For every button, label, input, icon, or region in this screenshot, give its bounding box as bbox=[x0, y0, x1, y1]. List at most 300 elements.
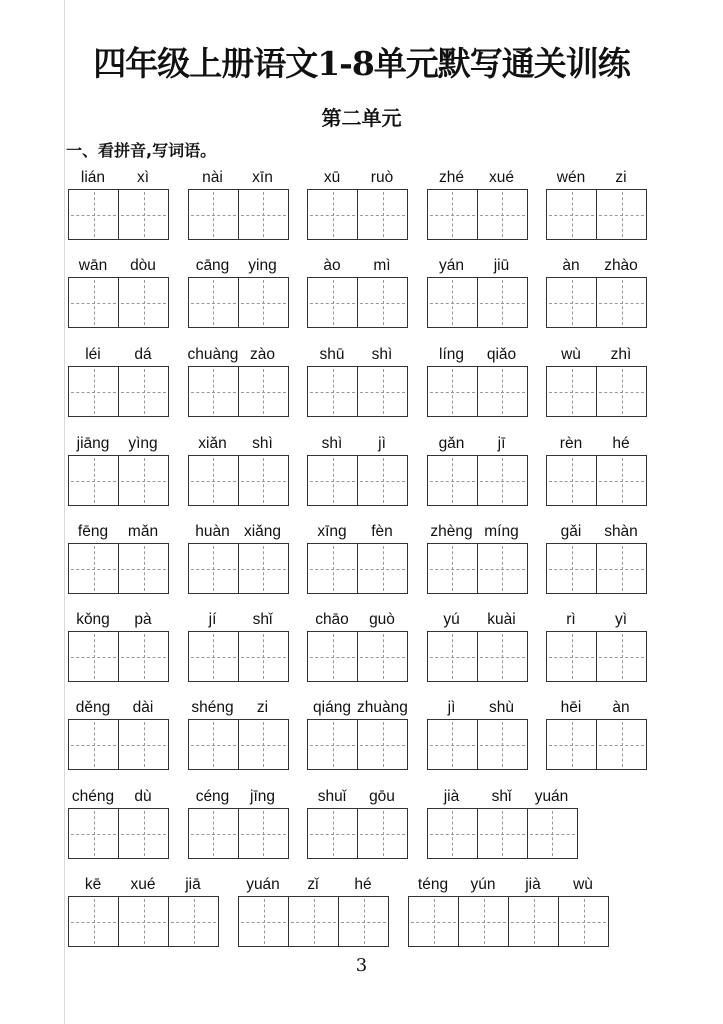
character-cell[interactable] bbox=[508, 897, 558, 946]
character-cell[interactable] bbox=[189, 190, 238, 239]
pinyin-syllable: xū bbox=[323, 169, 341, 186]
writing-grid[interactable] bbox=[188, 455, 289, 506]
word-item bbox=[68, 874, 219, 947]
page-title: 四年级上册语文1-8单元默写通关训练 bbox=[93, 44, 630, 83]
pinyin-syllable: ào bbox=[323, 257, 341, 274]
character-cell[interactable] bbox=[428, 544, 477, 593]
character-cell[interactable] bbox=[69, 190, 118, 239]
word-item bbox=[307, 786, 408, 859]
character-cell[interactable] bbox=[189, 632, 238, 681]
pinyin bbox=[68, 433, 169, 455]
pinyin-syllable: shì bbox=[371, 346, 393, 363]
character-cell[interactable] bbox=[118, 544, 168, 593]
pinyin-syllable: qiáng bbox=[313, 699, 351, 716]
pinyin bbox=[68, 697, 169, 719]
pinyin-syllable: shàn bbox=[604, 523, 638, 540]
character-cell[interactable] bbox=[238, 632, 288, 681]
pinyin bbox=[307, 786, 408, 808]
pinyin-syllable: gǎn bbox=[438, 435, 465, 452]
character-cell[interactable] bbox=[238, 720, 288, 769]
character-cell[interactable] bbox=[238, 190, 288, 239]
character-cell[interactable] bbox=[308, 544, 357, 593]
word-item bbox=[68, 521, 169, 594]
character-cell[interactable] bbox=[357, 632, 407, 681]
character-cell[interactable] bbox=[596, 544, 646, 593]
pinyin-syllable: àn bbox=[562, 257, 580, 274]
pinyin bbox=[307, 167, 408, 189]
character-cell[interactable] bbox=[428, 809, 477, 858]
pinyin-syllable: shù bbox=[489, 699, 514, 716]
writing-grid[interactable] bbox=[546, 719, 647, 770]
character-cell[interactable] bbox=[428, 190, 477, 239]
pinyin bbox=[68, 344, 169, 366]
pinyin bbox=[188, 697, 289, 719]
character-cell[interactable] bbox=[428, 720, 477, 769]
pinyin-syllable: shǐ bbox=[252, 611, 273, 628]
character-cell[interactable] bbox=[477, 720, 527, 769]
pinyin-syllable: chāo bbox=[315, 611, 349, 628]
character-cell[interactable] bbox=[428, 367, 477, 416]
word-item bbox=[427, 344, 528, 417]
word-item bbox=[546, 255, 647, 328]
character-cell[interactable] bbox=[357, 456, 407, 505]
writing-grid[interactable] bbox=[68, 189, 169, 240]
character-cell[interactable] bbox=[428, 632, 477, 681]
pinyin-syllable: nài bbox=[202, 169, 223, 186]
writing-grid[interactable] bbox=[546, 366, 647, 417]
word-item bbox=[68, 433, 169, 506]
character-cell[interactable] bbox=[357, 367, 407, 416]
pinyin-syllable: léi bbox=[85, 346, 101, 363]
pinyin bbox=[68, 609, 169, 631]
character-cell[interactable] bbox=[189, 720, 238, 769]
pinyin-syllable: jiā bbox=[185, 876, 201, 893]
pinyin bbox=[546, 433, 647, 455]
pinyin-syllable: rì bbox=[566, 611, 576, 628]
pinyin bbox=[188, 255, 289, 277]
pinyin bbox=[427, 609, 528, 631]
word-item bbox=[188, 609, 289, 682]
pinyin-syllable: céng bbox=[195, 788, 230, 805]
pinyin-syllable: míng bbox=[484, 523, 519, 540]
writing-grid[interactable] bbox=[188, 631, 289, 682]
word-item bbox=[188, 697, 289, 770]
pinyin-syllable: zhèng bbox=[430, 523, 473, 540]
character-cell[interactable] bbox=[308, 278, 357, 327]
character-cell[interactable] bbox=[239, 897, 288, 946]
writing-grid[interactable] bbox=[427, 455, 528, 506]
character-cell[interactable] bbox=[69, 456, 118, 505]
writing-grid[interactable] bbox=[546, 455, 647, 506]
pinyin-syllable: chéng bbox=[71, 788, 115, 805]
character-cell[interactable] bbox=[458, 897, 508, 946]
word-item bbox=[546, 521, 647, 594]
pinyin bbox=[188, 344, 289, 366]
character-cell[interactable] bbox=[189, 544, 238, 593]
exercise-row bbox=[68, 167, 647, 240]
pinyin-syllable: zhì bbox=[610, 346, 632, 363]
character-cell[interactable] bbox=[596, 720, 646, 769]
pinyin-syllable: qiǎo bbox=[486, 346, 517, 363]
writing-grid[interactable] bbox=[68, 366, 169, 417]
pinyin bbox=[546, 255, 647, 277]
pinyin-syllable: dài bbox=[132, 699, 154, 716]
word-item bbox=[307, 697, 408, 770]
pinyin bbox=[188, 521, 289, 543]
pinyin-syllable: yuán bbox=[534, 788, 569, 805]
writing-grid[interactable] bbox=[68, 808, 169, 859]
word-item bbox=[408, 874, 609, 947]
pinyin-syllable: wān bbox=[78, 257, 108, 274]
word-item bbox=[68, 697, 169, 770]
pinyin-syllable: lián bbox=[80, 169, 106, 186]
pinyin bbox=[546, 167, 647, 189]
pinyin bbox=[427, 697, 528, 719]
character-cell[interactable] bbox=[596, 456, 646, 505]
writing-grid[interactable] bbox=[307, 366, 408, 417]
exercise-row bbox=[68, 874, 609, 947]
writing-grid[interactable] bbox=[546, 631, 647, 682]
unit-heading: 第二单元 bbox=[321, 106, 402, 130]
character-cell[interactable] bbox=[308, 720, 357, 769]
pinyin-syllable: zǐ bbox=[307, 876, 319, 893]
character-cell[interactable] bbox=[596, 278, 646, 327]
character-cell[interactable] bbox=[238, 809, 288, 858]
pinyin-syllable: jīng bbox=[250, 788, 275, 805]
writing-grid[interactable] bbox=[307, 808, 408, 859]
pinyin-syllable: jī bbox=[497, 435, 506, 452]
character-cell[interactable] bbox=[118, 720, 168, 769]
character-cell[interactable] bbox=[558, 897, 608, 946]
pinyin-syllable: jì bbox=[447, 699, 456, 716]
character-cell[interactable] bbox=[596, 190, 646, 239]
character-cell[interactable] bbox=[547, 278, 596, 327]
character-cell[interactable] bbox=[238, 544, 288, 593]
pinyin-syllable: jiū bbox=[493, 257, 510, 274]
page-number: 3 bbox=[355, 955, 368, 976]
pinyin-syllable: gōu bbox=[369, 788, 395, 805]
writing-grid[interactable] bbox=[427, 808, 578, 859]
writing-grid[interactable] bbox=[427, 277, 528, 328]
writing-grid[interactable] bbox=[188, 719, 289, 770]
character-cell[interactable] bbox=[357, 720, 407, 769]
pinyin-syllable: kē bbox=[84, 876, 102, 893]
character-cell[interactable] bbox=[308, 190, 357, 239]
pinyin bbox=[68, 786, 169, 808]
character-cell[interactable] bbox=[477, 367, 527, 416]
word-item bbox=[307, 521, 408, 594]
writing-grid[interactable] bbox=[427, 631, 528, 682]
writing-grid[interactable] bbox=[408, 896, 609, 947]
exercise-row bbox=[68, 786, 578, 859]
pinyin-syllable: fēng bbox=[77, 523, 109, 540]
character-cell[interactable] bbox=[189, 278, 238, 327]
pinyin-syllable: jí bbox=[208, 611, 217, 628]
word-item bbox=[427, 167, 528, 240]
pinyin bbox=[307, 697, 408, 719]
pinyin-syllable: gǎi bbox=[560, 523, 582, 540]
character-cell[interactable] bbox=[547, 367, 596, 416]
character-cell[interactable] bbox=[596, 367, 646, 416]
pinyin-syllable: zhuàng bbox=[357, 699, 408, 716]
writing-grid[interactable] bbox=[546, 277, 647, 328]
pinyin-syllable: wù bbox=[573, 876, 593, 893]
pinyin bbox=[68, 521, 169, 543]
writing-grid[interactable] bbox=[546, 189, 647, 240]
character-cell[interactable] bbox=[308, 456, 357, 505]
pinyin-syllable: zi bbox=[256, 699, 269, 716]
writing-grid[interactable] bbox=[546, 543, 647, 594]
character-cell[interactable] bbox=[547, 544, 596, 593]
character-cell[interactable] bbox=[477, 544, 527, 593]
writing-grid[interactable] bbox=[68, 277, 169, 328]
character-cell[interactable] bbox=[547, 456, 596, 505]
pinyin bbox=[546, 609, 647, 631]
character-cell[interactable] bbox=[118, 809, 168, 858]
pinyin-syllable: xiǎn bbox=[198, 435, 227, 452]
character-cell[interactable] bbox=[477, 809, 527, 858]
pinyin-syllable: rèn bbox=[559, 435, 583, 452]
pinyin-syllable: shì bbox=[252, 435, 273, 452]
word-item bbox=[188, 521, 289, 594]
pinyin-syllable: zhào bbox=[604, 257, 638, 274]
pinyin-syllable: àn bbox=[612, 699, 630, 716]
character-cell[interactable] bbox=[69, 632, 118, 681]
character-cell[interactable] bbox=[118, 632, 168, 681]
character-cell[interactable] bbox=[477, 456, 527, 505]
character-cell[interactable] bbox=[477, 632, 527, 681]
pinyin bbox=[188, 609, 289, 631]
character-cell[interactable] bbox=[118, 897, 168, 946]
word-item bbox=[68, 344, 169, 417]
pinyin-syllable: xué bbox=[489, 169, 514, 186]
pinyin-syllable: kǒng bbox=[76, 611, 110, 628]
pinyin-syllable: mì bbox=[373, 257, 391, 274]
pinyin-syllable: shū bbox=[319, 346, 345, 363]
writing-grid[interactable] bbox=[427, 543, 528, 594]
pinyin-syllable: ying bbox=[248, 257, 277, 274]
character-cell[interactable] bbox=[189, 456, 238, 505]
character-cell[interactable] bbox=[69, 544, 118, 593]
character-cell[interactable] bbox=[69, 809, 118, 858]
pinyin bbox=[408, 874, 609, 896]
character-cell[interactable] bbox=[477, 190, 527, 239]
pinyin-syllable: yuán bbox=[246, 876, 280, 893]
pinyin-syllable: hé bbox=[354, 876, 372, 893]
pinyin bbox=[307, 433, 408, 455]
character-cell[interactable] bbox=[308, 632, 357, 681]
character-cell[interactable] bbox=[238, 367, 288, 416]
pinyin bbox=[427, 521, 528, 543]
pinyin-syllable: mǎn bbox=[127, 523, 159, 540]
pinyin bbox=[307, 609, 408, 631]
word-item bbox=[188, 167, 289, 240]
pinyin-syllable: líng bbox=[439, 346, 464, 363]
pinyin-syllable: fèn bbox=[371, 523, 393, 540]
exercise-row bbox=[68, 697, 647, 770]
exercise-row bbox=[68, 609, 647, 682]
writing-grid[interactable] bbox=[307, 543, 408, 594]
pinyin bbox=[427, 433, 528, 455]
pinyin-syllable: děng bbox=[75, 699, 111, 716]
character-cell[interactable] bbox=[547, 190, 596, 239]
writing-grid[interactable] bbox=[68, 896, 219, 947]
section-heading: 一、看拼音,写词语。 bbox=[66, 141, 217, 160]
writing-grid[interactable] bbox=[307, 631, 408, 682]
pinyin-syllable: jià bbox=[443, 788, 460, 805]
exercise-row bbox=[68, 521, 647, 594]
writing-grid[interactable] bbox=[68, 543, 169, 594]
pinyin-syllable: guò bbox=[369, 611, 395, 628]
pinyin-syllable: kuài bbox=[487, 611, 516, 628]
pinyin-syllable: pà bbox=[134, 611, 152, 628]
pinyin-syllable: shǐ bbox=[491, 788, 512, 805]
character-cell[interactable] bbox=[69, 367, 118, 416]
character-cell[interactable] bbox=[118, 367, 168, 416]
word-item bbox=[238, 874, 389, 947]
pinyin bbox=[427, 786, 578, 808]
word-item bbox=[427, 255, 528, 328]
writing-grid[interactable] bbox=[188, 543, 289, 594]
page-edge bbox=[64, 0, 65, 1024]
writing-grid[interactable] bbox=[188, 277, 289, 328]
character-cell[interactable] bbox=[308, 809, 357, 858]
writing-grid[interactable] bbox=[188, 189, 289, 240]
pinyin-syllable: yú bbox=[443, 611, 460, 628]
pinyin bbox=[68, 167, 169, 189]
character-cell[interactable] bbox=[118, 456, 168, 505]
character-cell[interactable] bbox=[357, 809, 407, 858]
pinyin-syllable: hēi bbox=[560, 699, 582, 716]
pinyin-syllable: xì bbox=[136, 169, 150, 186]
pinyin bbox=[188, 786, 289, 808]
pinyin-syllable: jiāng bbox=[76, 435, 110, 452]
pinyin bbox=[546, 521, 647, 543]
pinyin-syllable: yán bbox=[439, 257, 464, 274]
exercise-row bbox=[68, 433, 647, 506]
writing-grid[interactable] bbox=[307, 455, 408, 506]
pinyin-syllable: shéng bbox=[191, 699, 234, 716]
character-cell[interactable] bbox=[118, 190, 168, 239]
word-item bbox=[427, 433, 528, 506]
writing-grid[interactable] bbox=[427, 719, 528, 770]
word-item bbox=[188, 786, 289, 859]
character-cell[interactable] bbox=[409, 897, 458, 946]
pinyin-syllable: dòu bbox=[130, 257, 156, 274]
word-item bbox=[546, 697, 647, 770]
word-item bbox=[68, 786, 169, 859]
pinyin bbox=[188, 433, 289, 455]
pinyin-syllable: chuàng bbox=[187, 346, 239, 363]
pinyin bbox=[546, 344, 647, 366]
character-cell[interactable] bbox=[527, 809, 577, 858]
word-item bbox=[307, 167, 408, 240]
word-item bbox=[427, 609, 528, 682]
writing-grid[interactable] bbox=[68, 719, 169, 770]
character-cell[interactable] bbox=[357, 278, 407, 327]
exercise-row bbox=[68, 255, 647, 328]
pinyin-syllable: jià bbox=[525, 876, 541, 893]
character-cell[interactable] bbox=[477, 278, 527, 327]
word-item bbox=[427, 521, 528, 594]
word-item bbox=[307, 609, 408, 682]
character-cell[interactable] bbox=[308, 367, 357, 416]
writing-grid[interactable] bbox=[427, 366, 528, 417]
pinyin-syllable: xīn bbox=[252, 169, 273, 186]
pinyin-syllable: téng bbox=[417, 876, 449, 893]
character-cell[interactable] bbox=[428, 456, 477, 505]
pinyin-syllable: xīng bbox=[317, 523, 347, 540]
character-cell[interactable] bbox=[338, 897, 388, 946]
pinyin bbox=[546, 697, 647, 719]
pinyin-syllable: shì bbox=[321, 435, 343, 452]
pinyin bbox=[427, 167, 528, 189]
character-cell[interactable] bbox=[357, 190, 407, 239]
writing-grid[interactable] bbox=[68, 631, 169, 682]
character-cell[interactable] bbox=[189, 367, 238, 416]
pinyin-syllable: zào bbox=[250, 346, 275, 363]
pinyin-syllable: yì bbox=[614, 611, 628, 628]
character-cell[interactable] bbox=[118, 278, 168, 327]
pinyin-syllable: wén bbox=[556, 169, 586, 186]
word-item bbox=[427, 697, 528, 770]
word-item bbox=[546, 609, 647, 682]
pinyin bbox=[238, 874, 389, 896]
word-item bbox=[427, 786, 578, 859]
character-cell[interactable] bbox=[238, 456, 288, 505]
pinyin-syllable: shuǐ bbox=[317, 788, 347, 805]
writing-grid[interactable] bbox=[238, 896, 389, 947]
character-cell[interactable] bbox=[596, 632, 646, 681]
character-cell[interactable] bbox=[69, 278, 118, 327]
word-item bbox=[307, 255, 408, 328]
writing-grid[interactable] bbox=[188, 808, 289, 859]
pinyin bbox=[68, 874, 219, 896]
character-cell[interactable] bbox=[238, 278, 288, 327]
pinyin bbox=[188, 167, 289, 189]
writing-grid[interactable] bbox=[68, 455, 169, 506]
pinyin-syllable: huàn bbox=[195, 523, 230, 540]
word-item bbox=[546, 167, 647, 240]
character-cell[interactable] bbox=[547, 720, 596, 769]
pinyin bbox=[68, 255, 169, 277]
character-cell[interactable] bbox=[189, 809, 238, 858]
writing-grid[interactable] bbox=[427, 189, 528, 240]
pinyin-syllable: xiǎng bbox=[243, 523, 282, 540]
writing-grid[interactable] bbox=[188, 366, 289, 417]
word-item bbox=[307, 433, 408, 506]
character-cell[interactable] bbox=[428, 278, 477, 327]
character-cell[interactable] bbox=[357, 544, 407, 593]
character-cell[interactable] bbox=[69, 720, 118, 769]
pinyin-syllable: zhé bbox=[439, 169, 464, 186]
writing-grid[interactable] bbox=[307, 189, 408, 240]
word-item bbox=[307, 344, 408, 417]
character-cell[interactable] bbox=[69, 897, 118, 946]
pinyin-syllable: cāng bbox=[195, 257, 230, 274]
word-item bbox=[546, 344, 647, 417]
character-cell[interactable] bbox=[547, 632, 596, 681]
pinyin-syllable: dù bbox=[134, 788, 152, 805]
pinyin-syllable: zi bbox=[615, 169, 627, 186]
pinyin-syllable: hé bbox=[612, 435, 630, 452]
character-cell[interactable] bbox=[288, 897, 338, 946]
character-cell[interactable] bbox=[168, 897, 218, 946]
pinyin bbox=[307, 521, 408, 543]
writing-grid[interactable] bbox=[307, 719, 408, 770]
writing-grid[interactable] bbox=[307, 277, 408, 328]
exercise-row bbox=[68, 344, 647, 417]
